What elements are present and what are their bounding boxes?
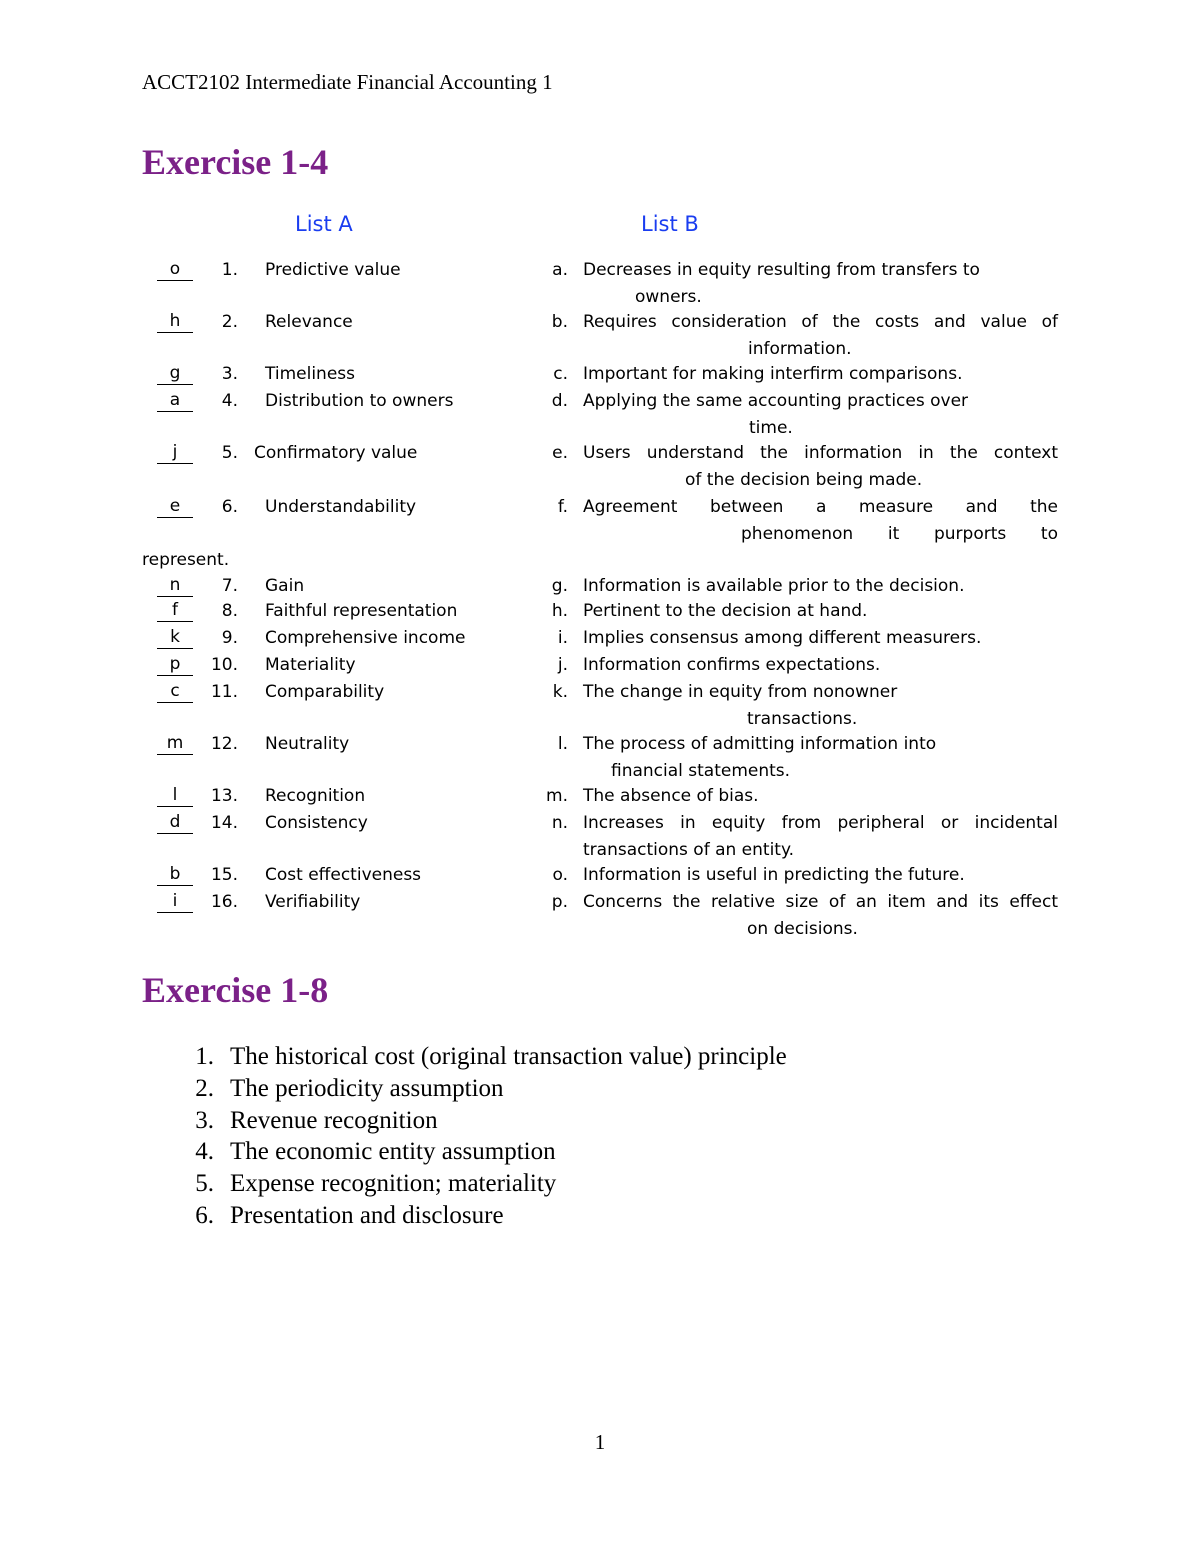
page-number: 1	[594, 1430, 606, 1454]
principle-text: The periodicity assumption	[230, 1075, 504, 1102]
principle-list-item	[0, 1041, 1200, 1073]
answer-blank: i	[157, 890, 193, 913]
list-a-term: Neutrality	[265, 734, 350, 754]
list-a-term: Verifiability	[265, 892, 361, 912]
definition-text: Agreement between a measure and the	[583, 497, 1058, 517]
answer-blank: b	[157, 863, 193, 886]
definition-letter: c.	[553, 364, 568, 384]
item-number: 15.	[210, 865, 238, 885]
list-a-term: Faithful representation	[265, 601, 458, 621]
matching-row	[0, 680, 1200, 704]
matching-row	[0, 890, 1200, 914]
answer-blank: o	[157, 258, 193, 281]
definition-text-continuation: transactions of an entity.	[583, 839, 795, 860]
principle-list-item	[0, 1168, 1200, 1200]
principle-list-item	[0, 1105, 1200, 1137]
definition-text: Information is available prior to the decision.	[583, 576, 965, 596]
matching-row-continuation	[0, 416, 1200, 440]
principle-text: The historical cost (original transaction value) principle	[230, 1043, 787, 1070]
principle-number: 6.	[195, 1202, 214, 1229]
definition-text: Users understand the information in the context	[583, 443, 1058, 463]
matching-row	[0, 653, 1200, 677]
matching-row-continuation	[0, 917, 1200, 941]
list-a-term: Understandability	[265, 497, 417, 517]
item-number: 7.	[221, 576, 238, 596]
definition-text: Requires consideration of the costs and value of	[583, 312, 1058, 332]
definition-letter: g.	[551, 576, 568, 596]
list-a-term: Timeliness	[265, 364, 355, 384]
principle-number: 5.	[195, 1170, 214, 1197]
matching-row	[0, 389, 1200, 413]
principle-text: Expense recognition; materiality	[230, 1170, 557, 1197]
definition-text: Pertinent to the decision at hand.	[583, 601, 868, 621]
definition-letter: n.	[551, 813, 568, 833]
definition-letter: b.	[551, 312, 568, 332]
answer-blank: d	[157, 811, 193, 834]
matching-row	[0, 362, 1200, 386]
principle-number: 4.	[195, 1138, 214, 1165]
answer-blank: a	[157, 389, 193, 412]
matching-row-continuation	[0, 759, 1200, 783]
principle-list-item	[0, 1200, 1200, 1232]
definition-letter: a.	[552, 260, 568, 280]
item-number: 1.	[221, 260, 238, 280]
list-a-term: Gain	[265, 576, 305, 596]
item-number: 10.	[210, 655, 238, 675]
definition-text: The absence of bias.	[583, 786, 759, 806]
item-number: 2.	[221, 312, 238, 332]
matching-row	[0, 811, 1200, 835]
answer-blank: j	[157, 441, 193, 464]
item-number: 6.	[221, 497, 238, 517]
principle-list-item	[0, 1073, 1200, 1105]
matching-row-continuation	[0, 337, 1200, 361]
principle-text: The economic entity assumption	[230, 1138, 556, 1165]
list-a-term: Recognition	[265, 786, 366, 806]
definition-text-continuation: transactions.	[747, 708, 858, 729]
definition-letter: h.	[551, 601, 568, 621]
matching-row	[0, 310, 1200, 334]
matching-row-continuation	[0, 522, 1200, 546]
exercise-1-8-title: Exercise 1-8	[142, 970, 329, 1010]
list-a-term: Cost effectiveness	[265, 865, 422, 885]
definition-letter: i.	[557, 628, 568, 648]
item-number: 5.	[221, 443, 238, 463]
definition-text-continuation: owners.	[635, 286, 702, 307]
item-number: 14.	[210, 813, 238, 833]
matching-row	[0, 599, 1200, 623]
list-a-term: Comparability	[265, 682, 385, 702]
item-number: 3.	[221, 364, 238, 384]
matching-row-continuation	[0, 838, 1200, 862]
answer-blank: h	[157, 310, 193, 333]
item-number: 16.	[210, 892, 238, 912]
definition-text: Information confirms expectations.	[583, 655, 881, 675]
definition-text: The change in equity from nonowner	[583, 682, 898, 702]
principle-number: 3.	[195, 1107, 214, 1134]
item-number: 12.	[210, 734, 238, 754]
definition-letter: o.	[552, 865, 568, 885]
matching-row	[0, 784, 1200, 808]
definition-text-continuation: financial statements.	[611, 760, 791, 781]
matching-row	[0, 863, 1200, 887]
list-a-term: Comprehensive income	[265, 628, 466, 648]
definition-letter: k.	[552, 682, 568, 702]
answer-blank: l	[157, 784, 193, 807]
matching-row	[0, 732, 1200, 756]
list-a-term: Materiality	[265, 655, 356, 675]
list-a-term: Relevance	[265, 312, 353, 332]
matching-row-continuation	[0, 468, 1200, 492]
definition-text: Important for making interfirm comparisons.	[583, 364, 963, 384]
answer-blank: g	[157, 362, 193, 385]
matching-row-continuation	[0, 548, 1200, 572]
definition-text-continuation: time.	[749, 417, 793, 438]
item-number: 13.	[210, 786, 238, 806]
principle-number: 2.	[195, 1075, 214, 1102]
definition-text-continuation: of the decision being made.	[685, 469, 923, 490]
answer-blank: f	[157, 599, 193, 622]
answer-blank: n	[157, 574, 193, 597]
answer-blank: c	[157, 680, 193, 703]
answer-blank: m	[157, 732, 193, 755]
definition-text: Decreases in equity resulting from transfers to	[583, 260, 980, 280]
matching-row	[0, 495, 1200, 519]
definition-text: The process of admitting information into	[583, 734, 937, 754]
list-a-term: Distribution to owners	[265, 391, 454, 411]
document-header: ACCT2102 Intermediate Financial Accounting 1	[142, 70, 553, 94]
exercise-1-4-title: Exercise 1-4	[142, 142, 329, 182]
definition-letter: p.	[551, 892, 568, 912]
definition-letter: m.	[546, 786, 568, 806]
list-a-heading: List A	[295, 212, 353, 236]
list-a-term: Consistency	[265, 813, 368, 833]
definition-text-continuation: information.	[748, 338, 852, 359]
matching-row-continuation	[0, 707, 1200, 731]
definition-text-continuation: phenomenon it purports to	[741, 523, 1058, 544]
principle-list-item	[0, 1136, 1200, 1168]
definition-text: Concerns the relative size of an item and its effect	[583, 892, 1058, 912]
definition-letter: f.	[557, 497, 568, 517]
definition-text: Increases in equity from peripheral or incidental	[583, 813, 1058, 833]
list-b-heading: List B	[641, 212, 699, 236]
list-a-term: Confirmatory value	[254, 443, 418, 463]
item-number: 11.	[210, 682, 238, 702]
matching-row	[0, 574, 1200, 598]
matching-row-continuation	[0, 285, 1200, 309]
definition-letter: d.	[551, 391, 568, 411]
definition-text: Implies consensus among different measurers.	[583, 628, 982, 648]
matching-row	[0, 258, 1200, 282]
definition-letter: j.	[557, 655, 568, 675]
matching-row	[0, 626, 1200, 650]
list-a-term: Predictive value	[265, 260, 401, 280]
item-number: 9.	[221, 628, 238, 648]
principle-number: 1.	[195, 1043, 214, 1070]
item-number: 8.	[221, 601, 238, 621]
principle-text: Revenue recognition	[230, 1107, 438, 1134]
definition-text: Information is useful in predicting the future.	[583, 865, 965, 885]
definition-text-continuation: represent.	[142, 550, 230, 570]
matching-row	[0, 441, 1200, 465]
definition-letter: l.	[557, 734, 568, 754]
answer-blank: p	[157, 653, 193, 676]
answer-blank: k	[157, 626, 193, 649]
definition-letter: e.	[552, 443, 568, 463]
item-number: 4.	[221, 391, 238, 411]
principle-text: Presentation and disclosure	[230, 1202, 504, 1229]
definition-text-continuation: on decisions.	[747, 918, 858, 939]
definition-text: Applying the same accounting practices over	[583, 391, 969, 411]
answer-blank: e	[157, 495, 193, 518]
